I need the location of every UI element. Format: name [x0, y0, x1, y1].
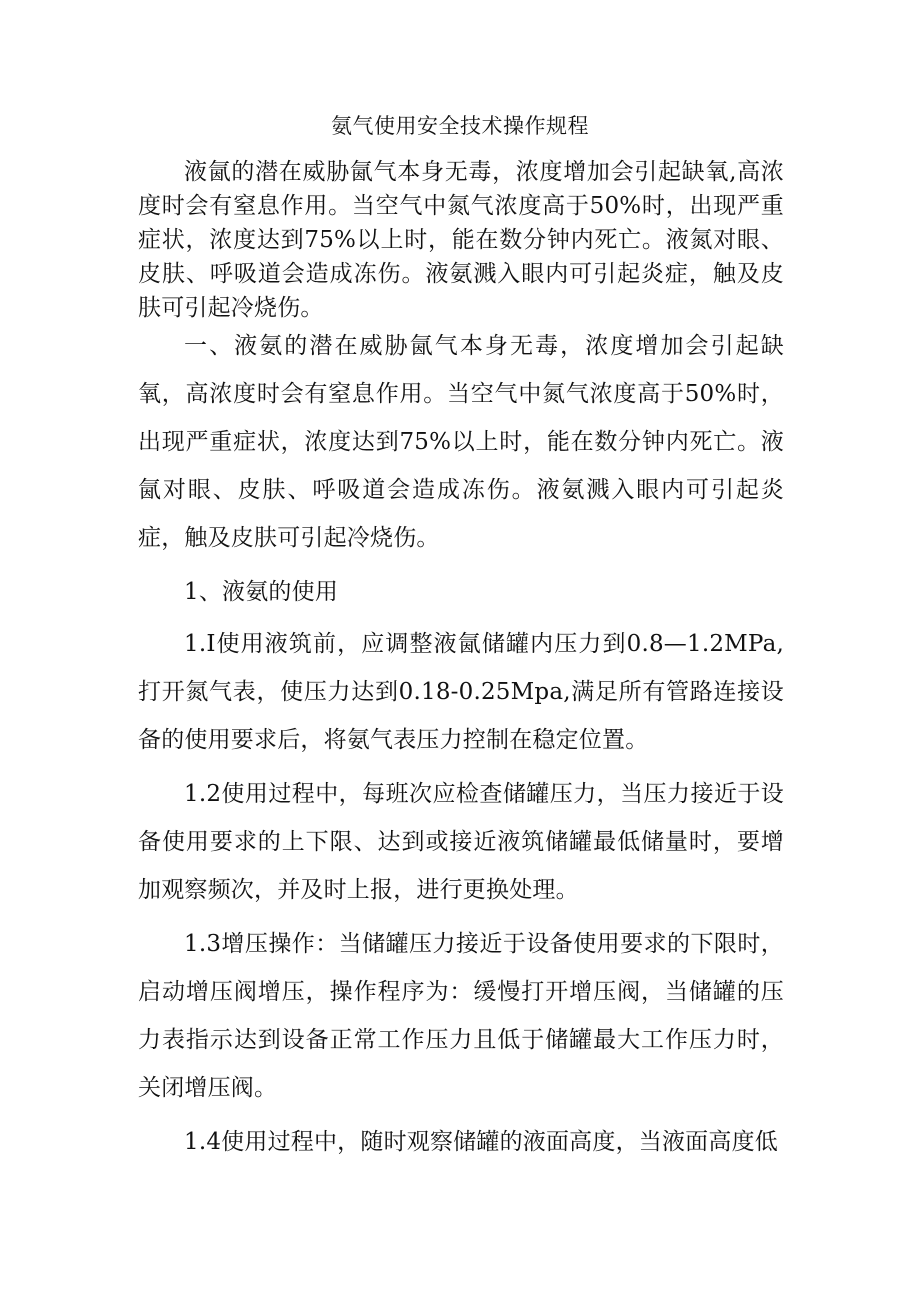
section-1-paragraph: 一、液氨的潜在威胁氤气本身无毒，浓度增加会引起缺氧，高浓度时会有窒息作用。当空气中氮气浓度高于50%时，出现严重症状，浓度达到75%以上时，能在数分钟内死亡。液氤对眼、皮肤、呼吸道会造成冻伤。液氨溅入眼内可引起炎症，触及皮肤可引起冷烧伤。: [138, 333, 784, 551]
intro-paragraph: 液氤的潜在威胁氤气本身无毒，浓度增加会引起缺氧,高浓度时会有窒息作用。当空气中氮气浓度高于50%时，出现严重症状，浓度达到75%以上时，能在数分钟内死亡。液氮对眼、皮肤、呼吸道会造成冻伤。液氨溅入眼内可引起炎症，触及皮肤可引起冷烧伤。: [138, 159, 784, 321]
document-body: [138, 322, 784, 1172]
item-1-4-paragraph: 1.4使用过程中，随时观察储罐的液面高度，当液面高度低: [184, 1129, 778, 1155]
heading-1: 1、液氨的使用: [184, 579, 339, 605]
item-1-3-paragraph: 1.3增压操作：当储罐压力接近于设备使用要求的下限时，启动增压阀增压，操作程序为：缓慢打开增压阀，当储罐的压力表指示达到设备正常工作压力且低于储罐最大工作压力时，关闭增压阀。: [138, 931, 784, 1101]
item-1-2-paragraph: 1.2使用过程中，每班次应检查储罐压力，当压力接近于设备使用要求的上下限、达到或接近液筑储罐最低储量时，要增加观察频次，并及时上报，进行更换处理。: [138, 781, 784, 903]
item-1-1-paragraph: 1.I使用液筑前，应调整液氤储罐内压力到0.8—1.2MPa,打开氮气表，使压力达到0.18-0.25Mpa,满足所有管路连接设备的使用要求后，将氨气表压力控制在稳定位置。: [138, 631, 784, 753]
document-title: 氨气使用安全技术操作规程: [331, 114, 589, 138]
